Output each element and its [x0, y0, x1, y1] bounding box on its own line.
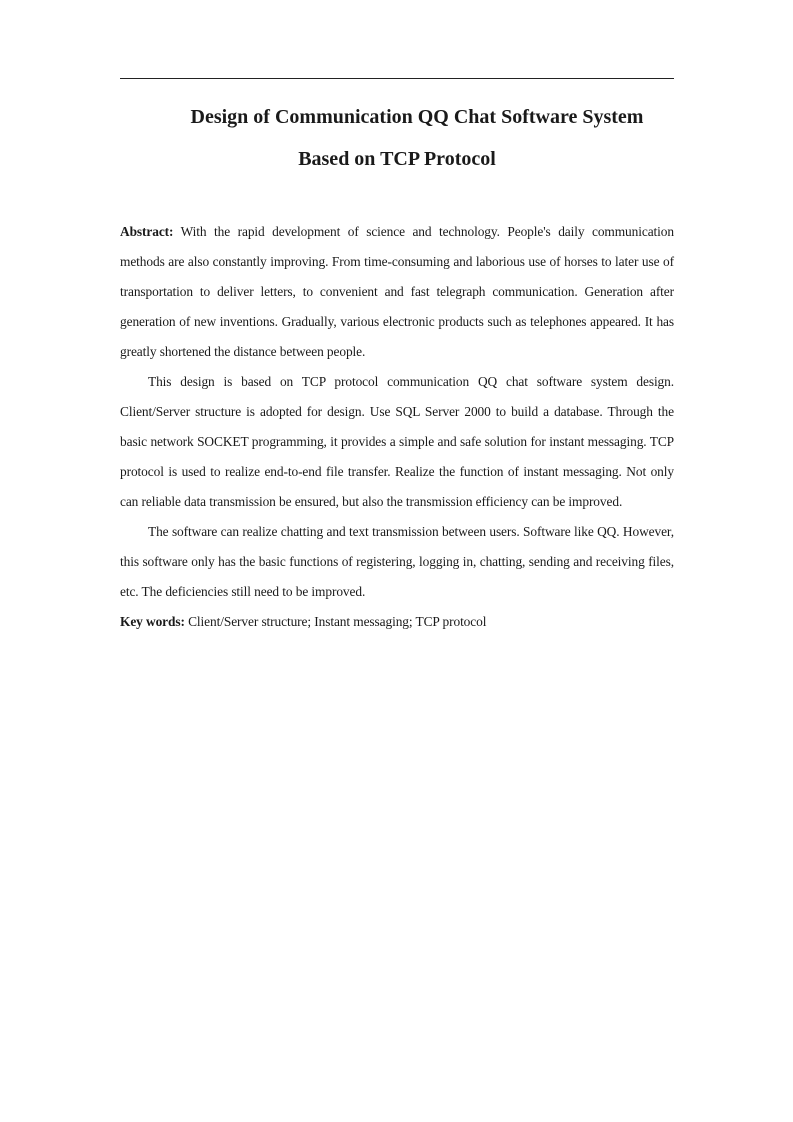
abstract-label: Abstract: — [120, 224, 174, 239]
abstract-paragraph-1 — [120, 217, 674, 367]
keywords-label: Key words: — [120, 614, 185, 629]
abstract-paragraph-3: The software can realize chatting and text transmission between users. Software like QQ. However, this software only has the basic functions of registering, logging in, chatting, sending and receiving files, etc. The deficiencies still need to be improved. — [120, 524, 674, 599]
header-rule — [120, 78, 674, 79]
keywords-line — [120, 607, 674, 637]
abstract-text-1: With the rapid development of science and technology. People's daily communication methods are also constantly improving. From time-consuming and laborious use of horses to later use of transportation to deliver letters, to convenient and fast telegraph communication. Generation after generation of new inventions. Gradually, various electronic products such as telephones appeared. It has greatly shortened the distance between people. — [120, 224, 674, 359]
abstract-section — [120, 217, 674, 637]
title-line-2: Based on TCP Protocol — [298, 148, 496, 170]
abstract-paragraph-2: This design is based on TCP protocol communication QQ chat software system design. Client/Server structure is adopted for design. Use SQL Server 2000 to build a database. Through the basic network SOCKET programming, it provides a simple and safe solution for instant messaging. TCP protocol is used to realize end-to-end file transfer. Realize the function of instant messaging. Not only can reliable data transmission be ensured, but also the transmission efficiency can be improved. — [120, 374, 674, 509]
keywords-text: Client/Server structure; Instant messaging; TCP protocol — [188, 614, 487, 629]
title-line-1: Design of Communication QQ Chat Software System — [190, 106, 644, 128]
